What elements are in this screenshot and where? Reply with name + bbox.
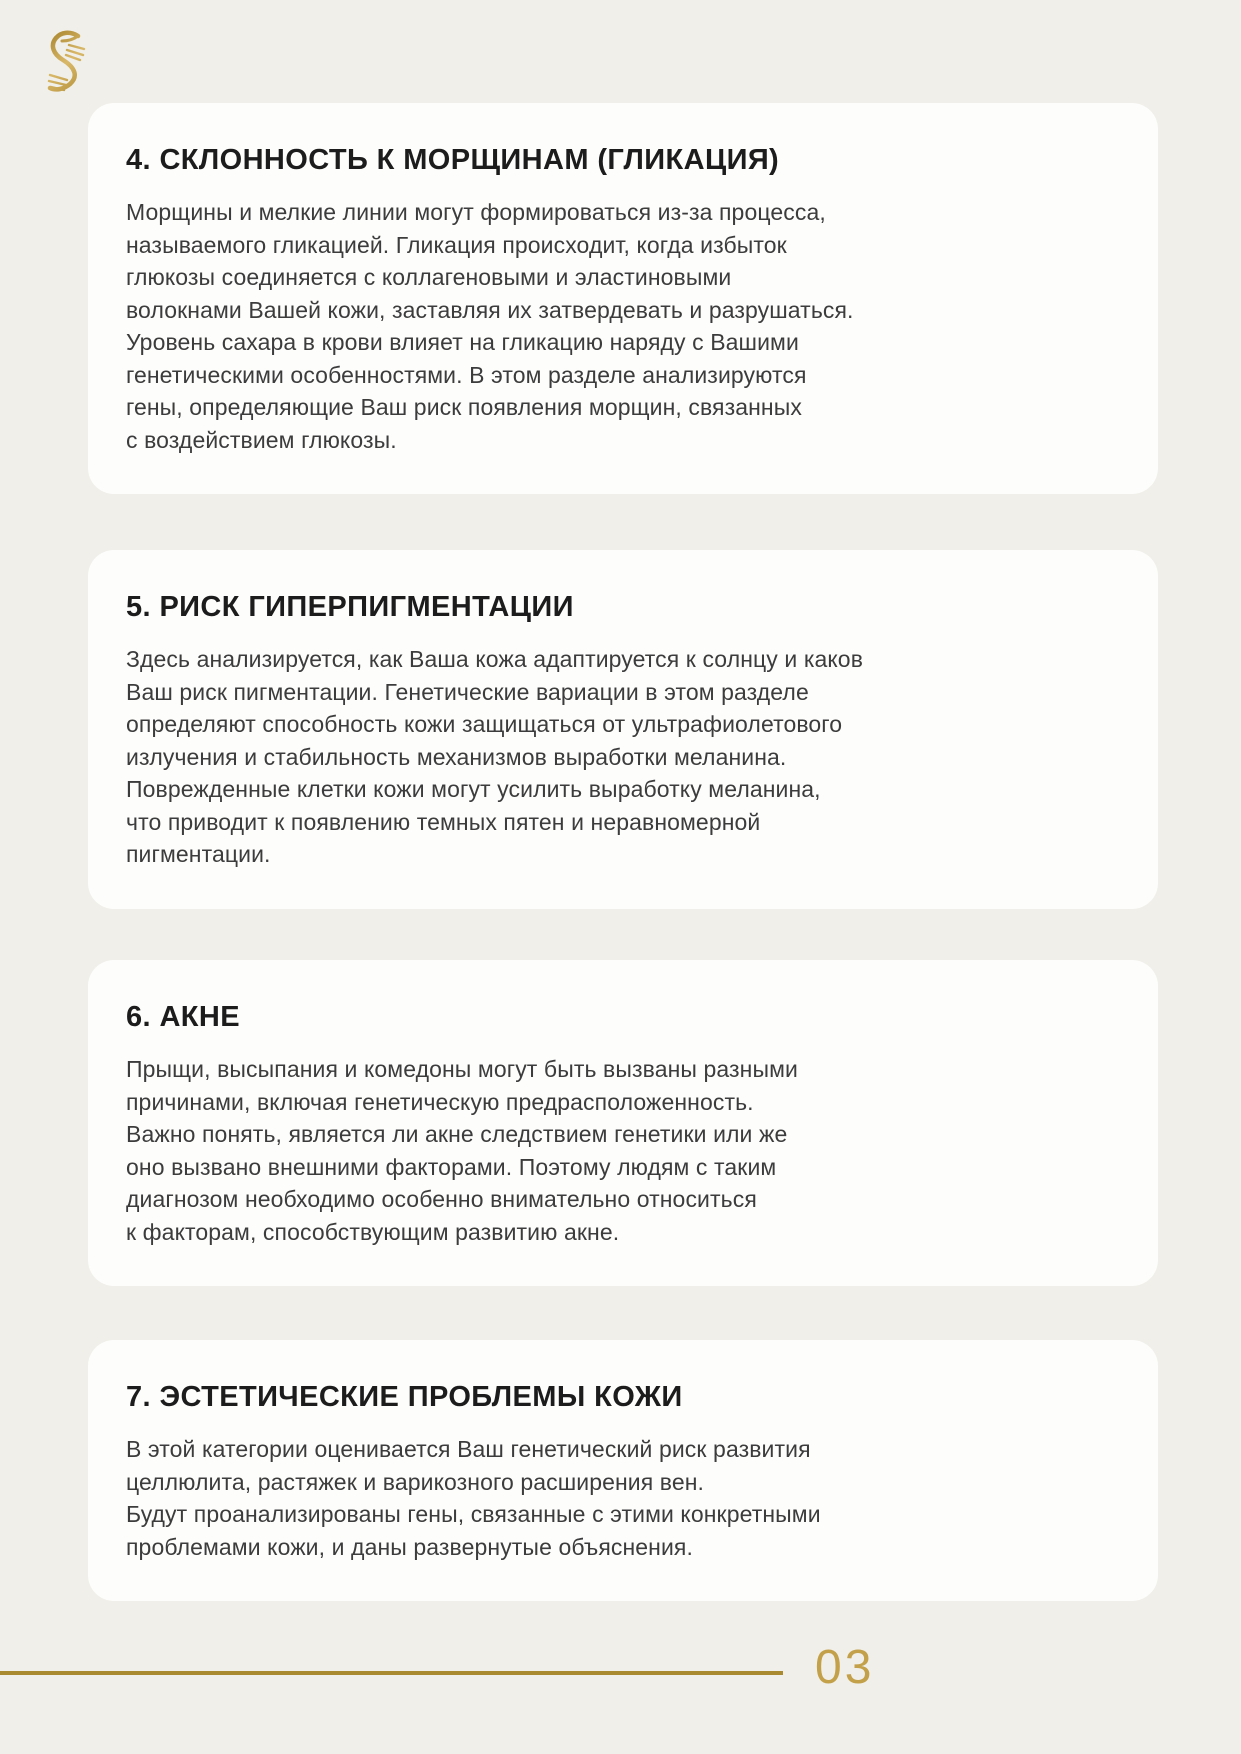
section-card-aesthetic-skin-problems [88,1340,1158,1601]
page-number: 03 [815,1641,875,1694]
section-body: Морщины и мелкие линии могут формироваться из-за процесса, называемого гликацией. Гликация происходит, когда избыток глюкозы соединяется с коллагеновыми и эластиновыми волокнами Вашей кожи, заставляя их затвердевать и разрушаться. Уровень сахара в крови влияет на гликацию наряду с Вашими генетическими особенностями. В этом разделе анализируются гены, определяющие Ваш риск появления морщин, связанных с воздействием глюкозы. [126,199,854,453]
section-title: 4. СКЛОННОСТЬ К МОРЩИНАМ (ГЛИКАЦИЯ) [126,144,780,176]
section-body: В этой категории оценивается Ваш генетический риск развития целлюлита, растяжек и варикозного расширения вен. Будут проанализированы гены, связанные с этими конкретными проблемами кожи, и даны развернутые объяснения. [126,1436,821,1560]
section-body: Здесь анализируется, как Ваша кожа адаптируется к солнцу и каков Ваш риск пигментации. Генетические вариации в этом разделе определяют способность кожи защищаться от ультрафиолетового излучения и стабильность механизмов выработки меланина. Поврежденные клетки кожи могут усилить выработку меланина, что приводит к появлению темных пятен и неравномерной пигментации. [126,646,864,867]
dna-helix-icon [40,30,92,96]
section-title: 6. АКНЕ [126,1001,240,1033]
section-title: 7. ЭСТЕТИЧЕСКИЕ ПРОБЛЕМЫ КОЖИ [126,1381,683,1413]
brand-logo [40,30,92,96]
section-card-acne [88,960,1158,1286]
section-body: Прыщи, высыпания и комедоны могут быть вызваны разными причинами, включая генетическую предрасположенность. Важно понять, является ли акне следствием генетики или же оно вызвано внешними факторами. Поэтому людям с таким диагнозом необходимо особенно внимательно относиться к факторам, способствующим развитию акне. [126,1056,798,1245]
section-card-hyperpigmentation-risk [88,550,1158,909]
section-card-wrinkles-glycation [88,103,1158,494]
footer-rule [0,1671,783,1675]
section-title: 5. РИСК ГИПЕРПИГМЕНТАЦИИ [126,591,574,623]
